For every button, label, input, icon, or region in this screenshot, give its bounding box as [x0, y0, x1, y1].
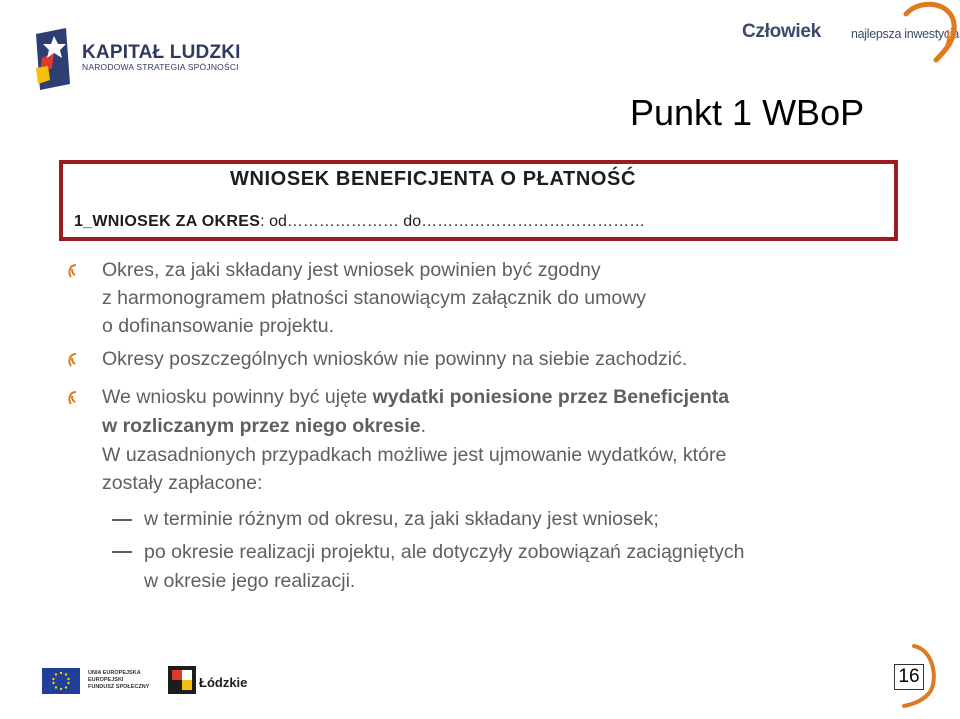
- kapital-ludzki-emblem-icon: [32, 28, 76, 90]
- bullet-1-line-3: o dofinansowanie projektu.: [102, 315, 334, 337]
- bullet-3-bold-text: wydatki poniesione przez Beneficjenta: [372, 386, 730, 408]
- eu-label: [88, 670, 149, 691]
- czlowiek-logo-subtitle: najlepsza inwestycja: [851, 27, 959, 41]
- eu-label-line-2: EUROPEJSKI: [88, 677, 124, 683]
- bullet-3-line-3: W uzasadnionych przypadkach możliwe jest ujmowanie wydatków, które: [102, 444, 727, 466]
- document-period-row: [74, 213, 645, 231]
- bullet-1-line-2: z harmonogramem płatności stanowiącym załącznik do umowy: [102, 287, 647, 309]
- sub-item-2-line-2: w okresie jego realizacji.: [144, 570, 356, 592]
- slide-title: Punkt 1 WBoP: [630, 92, 865, 133]
- sub-item-1: w terminie różnym od okresu, za jaki składany jest wniosek;: [144, 508, 659, 530]
- bullet-swirl-icon: [66, 263, 80, 279]
- orange-swirl-icon: [880, 0, 960, 70]
- bullet-3-line-2: [102, 412, 426, 440]
- eu-label-line-3: FUNDUSZ SPOŁECZNY: [88, 684, 150, 690]
- lodzkie-label: Łódzkie: [199, 675, 248, 690]
- bullet-swirl-icon: [66, 390, 80, 406]
- bullet-3-bold-text-2: w rozliczanym przez niego okresie: [102, 415, 421, 437]
- document-period-dots: : od………………… do……………………………………: [260, 213, 646, 230]
- sub-item-2-line-1: po okresie realizacji projektu, ale dotyczyły zobowiązań zaciągniętych: [144, 541, 745, 563]
- dash-bullet-icon: [112, 551, 132, 553]
- bullet-2-line-1: Okresy poszczególnych wniosków nie powinny na siebie zachodzić.: [102, 348, 688, 370]
- kapital-ludzki-subtitle: NARODOWA STRATEGIA SPÓJNOŚCI: [82, 62, 239, 72]
- bullet-1-line-1: Okres, za jaki składany jest wniosek powinien być zgodny: [102, 259, 601, 281]
- bullet-swirl-icon: [66, 352, 80, 368]
- page-number: 16: [894, 664, 924, 690]
- eu-label-line-1: UNIA EUROPEJSKA: [88, 670, 141, 676]
- bullet-3-period: .: [420, 415, 427, 437]
- eu-flag-icon: [42, 668, 80, 694]
- document-period-label: 1_WNIOSEK ZA OKRES: [74, 213, 261, 230]
- bullet-3-line-1: [102, 383, 729, 411]
- bullet-3-line-4: zostały zapłacone:: [102, 472, 263, 494]
- kapital-ludzki-title: KAPITAŁ LUDZKI: [82, 42, 241, 63]
- dash-bullet-icon: [112, 519, 132, 521]
- document-heading: WNIOSEK BENEFICJENTA O PŁATNOŚĆ: [230, 168, 637, 190]
- bullet-3-plain-text: We wniosku powinny być ujęte: [102, 386, 373, 408]
- lodzkie-emblem-icon: [168, 666, 196, 694]
- czlowiek-logo-title: Człowiek: [742, 21, 821, 42]
